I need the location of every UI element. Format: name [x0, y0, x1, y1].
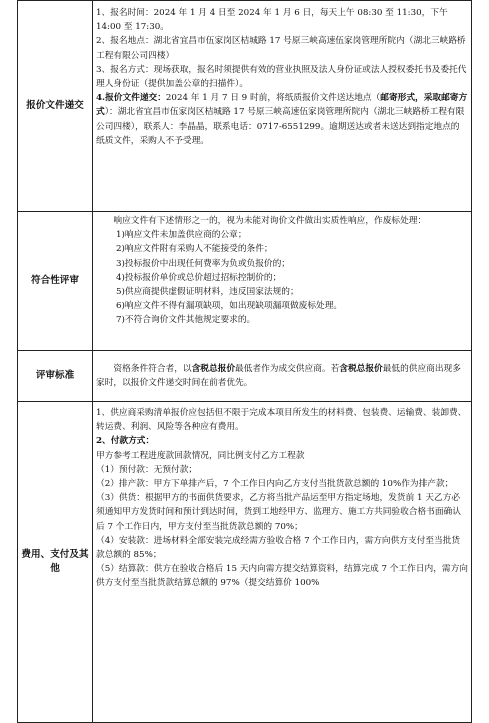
payment-delivery: （3）供货：根据甲方的书面供货要求，乙方将当批产品运至甲方指定场地，发货前 1 天乙方必须通知甲方发货时间和预计到达时间，货到工地经甲方、监理方、施工方共同验收合格书面确认后 7 个工作日内，甲方支付至当批货款总额的 70%；	[96, 493, 461, 532]
fees-clause: 1、供应商采购清单报价应包括但不限于完成本项目所发生的材料费、包装费、运输费、装卸费、转运费、利润、风险等各种应有费用。	[96, 408, 467, 433]
submission-text-1: 2024 年 1 月 7 日 9 时前，将纸质报价文件送达地点（	[165, 93, 381, 104]
evaluation-text	[96, 362, 468, 390]
content-evaluation-standard	[93, 351, 472, 402]
payment-prepayment: （1）预付款：无预付款；	[96, 464, 198, 475]
evaluation-bold-1: 含税总报价	[191, 363, 236, 374]
tender-info-table	[17, 0, 472, 723]
compliance-item: 1)响应文件未加盖供应商的公章；	[116, 230, 247, 241]
header-quote-submission: 报价文件递交	[18, 1, 93, 212]
row-compliance-review	[18, 212, 472, 351]
evaluation-text-3: 最低的供应商出现多家时，以报价文件递交时间在前者优先。	[96, 363, 461, 388]
submission-text-2: ）：湖北省宜昌市伍家岗区桔城路 17 号原三峡高速伍家岗管理所院内（湖北三峡路桥工程有限公司四楼），联系人：李晶晶，联系电话：0717-6551299。逾期送达或者未送达到指定地点的纸质文件，采购人不予受理。	[96, 107, 465, 146]
evaluation-bold-2: 含税总报价	[339, 363, 383, 374]
row-quote-submission	[18, 1, 472, 212]
registration-method: 3、报名方式：现场获取，报名时须提供有效的营业执照及法人身份证或法人授权委托书及委托代理人身份证（提供加盖公章的扫描件）。	[96, 64, 467, 90]
registration-location: 2、报名地点：湖北省宜昌市伍家岗区桔城路 17 号原三峡高速伍家岗管理所院内（湖北三峡路桥工程有限公司四楼）	[96, 36, 466, 61]
payment-heading: 2、付款方式：	[96, 436, 155, 447]
content-fees-payment	[93, 402, 472, 723]
payment-installation: （4）安装款：进场材料全部安装完成经需方验收合格 7 个工作日内，需方向供方支付至当批货款总额的 85%；	[96, 535, 461, 561]
compliance-item: 7)不符合询价文件其他规定要求的。	[116, 315, 256, 326]
submission-mail-note: 邮寄形式，采取邮寄方式	[96, 93, 468, 118]
payment-production: （2）排产款：甲方下单排产后，7 个工作日内向乙方支付当批货款总额的 10%作为排产款；	[96, 479, 454, 490]
payment-note: 甲方参考工程进度款回款情况，同比例支付乙方工程款	[96, 450, 305, 461]
compliance-item: 5)供应商提供虚假证明材料，违反国家法规的；	[116, 287, 299, 298]
compliance-item: 4)投标报价单价或总价超过招标控制价的；	[116, 272, 282, 283]
compliance-item: 3)投标报价中出现任何费率为负或负报价的；	[116, 258, 290, 269]
submission-paragraph	[96, 91, 468, 148]
evaluation-text-1: 资格条件符合者，以	[113, 363, 192, 374]
header-compliance-review: 符合性评审	[18, 212, 93, 351]
content-quote-submission	[93, 1, 472, 212]
evaluation-text-2: 最低者作为成交供应商。若	[235, 363, 340, 374]
row-evaluation-standard	[18, 351, 472, 402]
compliance-item: 6)响应文件不得有漏项缺项，如出现缺项漏项做废标处理。	[116, 301, 343, 312]
submission-label: 4.报价文件递交：	[96, 93, 166, 104]
header-evaluation-standard: 评审标准	[18, 351, 93, 402]
header-fees-payment: 费用、支付及其他	[18, 402, 93, 723]
compliance-intro: 响应文件有下述情形之一的，视为未能对询价文件做出实质性响应，作废标处理：	[113, 216, 427, 226]
content-compliance-review	[93, 212, 472, 351]
row-fees-payment	[18, 402, 472, 723]
registration-time: 1、报名时间：2024 年 1 月 4 日至 2024 年 1 月 6 日，每天上午 08:30 至 11:30，下午 14:00 至 17:30。	[96, 8, 448, 33]
compliance-item: 2)响应文件附有采购人不能接受的条件；	[116, 244, 273, 255]
payment-settlement: （5）结算款：供方在验收合格后 15 天内向需方提交结算资料，结算完成 7 个工作日内，需方向供方支付至当批货款结算总额的 97%（提交结算价 100%	[96, 564, 468, 589]
